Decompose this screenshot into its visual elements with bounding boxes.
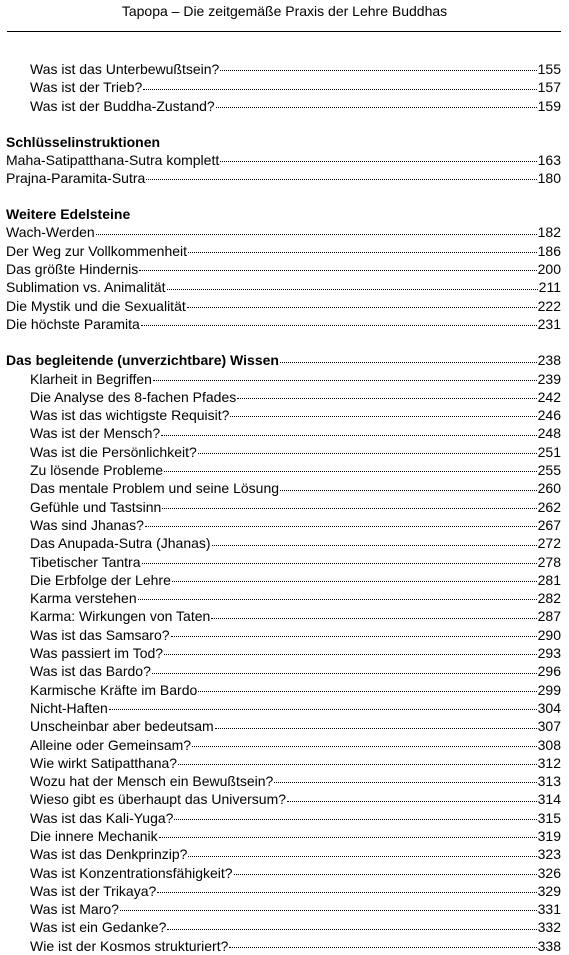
toc-entry[interactable] bbox=[6, 223, 561, 241]
toc-entry[interactable] bbox=[6, 97, 561, 115]
toc-entry[interactable] bbox=[6, 790, 561, 808]
entry-title: Karma verstehen bbox=[30, 590, 137, 607]
header-divider bbox=[7, 31, 561, 32]
entry-title: Prajna-Paramita-Sutra bbox=[6, 170, 146, 187]
dot-leader bbox=[164, 654, 537, 655]
toc-entry[interactable] bbox=[6, 169, 561, 187]
entry-title: Wieso gibt es überhaupt das Universum? bbox=[30, 791, 287, 808]
page-number: 282 bbox=[537, 590, 561, 607]
section-spacer bbox=[6, 333, 561, 351]
toc-entry[interactable] bbox=[6, 772, 561, 790]
dot-leader bbox=[198, 691, 536, 692]
toc-entry[interactable] bbox=[6, 297, 561, 315]
entry-title: Was ist die Persönlichkeit? bbox=[30, 443, 197, 460]
dot-leader bbox=[159, 837, 537, 838]
page-number: 281 bbox=[537, 571, 561, 588]
toc-entry[interactable] bbox=[6, 370, 561, 388]
toc-entry[interactable] bbox=[6, 864, 561, 882]
dot-leader bbox=[167, 289, 538, 290]
page-number: 260 bbox=[537, 480, 561, 497]
toc-section bbox=[6, 133, 561, 188]
page-number: 319 bbox=[537, 827, 561, 844]
toc-entry[interactable] bbox=[6, 443, 561, 461]
dot-leader bbox=[141, 325, 537, 326]
toc-entry[interactable] bbox=[6, 424, 561, 442]
entry-title: Was ist das Unterbewußtsein? bbox=[30, 61, 220, 77]
toc-entry[interactable] bbox=[6, 827, 561, 845]
table-of-contents bbox=[6, 60, 561, 955]
page-number: 238 bbox=[537, 352, 561, 369]
dot-leader bbox=[187, 307, 537, 308]
toc-entry[interactable] bbox=[6, 754, 561, 772]
page-number: 331 bbox=[537, 901, 561, 918]
entry-title: Zu lösende Probleme bbox=[30, 462, 164, 479]
page-number: 200 bbox=[537, 261, 561, 278]
page-number: 180 bbox=[537, 170, 561, 187]
dot-leader bbox=[280, 490, 537, 491]
entry-title: Alleine oder Gemeinsam? bbox=[30, 736, 192, 753]
entry-title: Wozu hat der Mensch ein Bewußtsein? bbox=[30, 773, 274, 790]
toc-entry[interactable] bbox=[6, 717, 561, 735]
toc-entry[interactable] bbox=[6, 516, 561, 534]
page-number: 262 bbox=[537, 498, 561, 515]
entry-title: Was ist das Kali-Yuga? bbox=[30, 809, 174, 826]
dot-leader bbox=[109, 709, 537, 710]
page-number: 290 bbox=[537, 626, 561, 643]
toc-entry[interactable] bbox=[6, 699, 561, 717]
dot-leader bbox=[174, 819, 536, 820]
dot-leader bbox=[157, 892, 536, 893]
page-number: 239 bbox=[537, 370, 561, 387]
dot-leader bbox=[198, 453, 537, 454]
dot-leader bbox=[230, 416, 536, 417]
toc-entry[interactable] bbox=[6, 461, 561, 479]
entry-title: Was ist ein Gedanke? bbox=[30, 919, 167, 936]
entry-title: Tibetischer Tantra bbox=[30, 553, 141, 570]
dot-leader bbox=[280, 362, 537, 363]
section-title: Weitere Edelsteine bbox=[6, 206, 131, 223]
page-number: 314 bbox=[537, 791, 561, 808]
entry-title: Die innere Mechanik bbox=[30, 827, 158, 844]
entry-title: Das Anupada-Sutra (Jhanas) bbox=[30, 535, 211, 552]
page-number: 251 bbox=[537, 443, 561, 460]
dot-leader bbox=[178, 764, 537, 765]
page-number: 329 bbox=[537, 882, 561, 899]
entry-title: Was ist das Samsaro? bbox=[30, 626, 170, 643]
toc-entry[interactable] bbox=[6, 918, 561, 936]
dot-leader bbox=[161, 435, 536, 436]
section-spacer bbox=[6, 187, 561, 205]
entry-title: Das mentale Problem und seine Lösung bbox=[30, 480, 280, 497]
toc-entry[interactable] bbox=[6, 644, 561, 662]
page-number: 308 bbox=[537, 736, 561, 753]
entry-title: Was ist der Trikaya? bbox=[30, 882, 157, 899]
dot-leader bbox=[172, 581, 537, 582]
dot-leader bbox=[145, 526, 537, 527]
dot-leader bbox=[188, 856, 536, 857]
toc-section bbox=[6, 351, 561, 955]
toc-entry[interactable] bbox=[6, 260, 561, 278]
entry-title: Die Analyse des 8-fachen Pfades bbox=[30, 388, 237, 405]
dot-leader bbox=[211, 618, 536, 619]
page-number: 315 bbox=[537, 809, 561, 826]
page-number: 248 bbox=[537, 425, 561, 442]
dot-leader bbox=[142, 563, 537, 564]
toc-entry[interactable] bbox=[6, 882, 561, 900]
toc-section bbox=[6, 60, 561, 115]
toc-entry[interactable] bbox=[6, 662, 561, 680]
entry-title: Was ist der Mensch? bbox=[30, 425, 161, 442]
toc-entry[interactable] bbox=[6, 498, 561, 516]
toc-entry[interactable] bbox=[6, 534, 561, 552]
dot-leader bbox=[274, 782, 536, 783]
dot-leader bbox=[146, 179, 536, 180]
page-number: 157 bbox=[537, 79, 561, 96]
entry-title: Wach-Werden bbox=[6, 224, 95, 241]
page-number: 299 bbox=[537, 681, 561, 698]
toc-entry[interactable] bbox=[6, 937, 561, 955]
toc-entry[interactable] bbox=[6, 242, 561, 260]
dot-leader bbox=[287, 801, 537, 802]
entry-title: Wie ist der Kosmos strukturiert? bbox=[30, 937, 229, 954]
toc-entry[interactable] bbox=[6, 406, 561, 424]
page-number: 323 bbox=[537, 846, 561, 863]
entry-title: Karma: Wirkungen von Taten bbox=[30, 608, 211, 625]
dot-leader bbox=[220, 161, 536, 162]
dot-leader bbox=[188, 252, 537, 253]
page-number: 231 bbox=[537, 315, 561, 332]
section-title: Schlüsselinstruktionen bbox=[6, 133, 161, 150]
toc-entry[interactable] bbox=[6, 736, 561, 754]
dot-leader bbox=[216, 107, 537, 108]
entry-title: Was ist das Denkprinzip? bbox=[30, 846, 188, 863]
entry-title: Was ist Konzentrationsfähigkeit? bbox=[30, 864, 233, 881]
page-number: 312 bbox=[537, 754, 561, 771]
toc-entry[interactable] bbox=[6, 278, 561, 296]
dot-leader bbox=[167, 929, 536, 930]
page-number: 332 bbox=[537, 919, 561, 936]
page-number: 293 bbox=[537, 645, 561, 662]
toc-entry[interactable] bbox=[6, 315, 561, 333]
toc-entry[interactable] bbox=[6, 60, 561, 78]
entry-title: Der Weg zur Vollkommenheit bbox=[6, 242, 188, 259]
toc-entry[interactable] bbox=[6, 845, 561, 863]
entry-title: Sublimation vs. Animalität bbox=[6, 279, 166, 296]
entry-title: Was sind Jhanas? bbox=[30, 516, 144, 533]
toc-entry[interactable] bbox=[6, 809, 561, 827]
toc-entry[interactable] bbox=[6, 589, 561, 607]
entry-title: Was ist Maro? bbox=[30, 901, 119, 918]
entry-title: Die höchste Paramita bbox=[6, 315, 140, 332]
page-number: 267 bbox=[537, 516, 561, 533]
page-number: 159 bbox=[537, 97, 561, 114]
entry-title: Was passiert im Tod? bbox=[30, 645, 164, 662]
dot-leader bbox=[96, 234, 537, 235]
entry-title: Das größte Hindernis bbox=[6, 261, 139, 278]
dot-leader bbox=[192, 746, 537, 747]
dot-leader bbox=[164, 471, 537, 472]
dot-leader bbox=[139, 270, 536, 271]
dot-leader bbox=[220, 70, 536, 71]
page-number: 155 bbox=[537, 61, 561, 77]
entry-title: Wie wirkt Satipatthana? bbox=[30, 754, 178, 771]
page-number: 296 bbox=[537, 663, 561, 680]
page-number: 304 bbox=[537, 699, 561, 716]
entry-title: Die Mystik und die Sexualität bbox=[6, 297, 186, 314]
page-number: 326 bbox=[537, 864, 561, 881]
entry-title: Was ist das wichtigste Requisit? bbox=[30, 407, 230, 424]
toc-entry[interactable] bbox=[6, 607, 561, 625]
dot-leader bbox=[234, 874, 537, 875]
page-number: 222 bbox=[537, 297, 561, 314]
dot-leader bbox=[162, 508, 536, 509]
page-header-title: Tapopa – Die zeitgemäße Praxis der Lehre Buddhas bbox=[121, 3, 448, 19]
page-number: 338 bbox=[537, 937, 561, 954]
page-number: 272 bbox=[537, 535, 561, 552]
dot-leader bbox=[212, 545, 537, 546]
dot-leader bbox=[138, 599, 537, 600]
dot-leader bbox=[120, 910, 537, 911]
page-number: 307 bbox=[537, 718, 561, 735]
entry-title: Die Erbfolge der Lehre bbox=[30, 571, 171, 588]
dot-leader bbox=[229, 947, 536, 948]
page-number: 186 bbox=[537, 242, 561, 259]
page-number: 246 bbox=[537, 407, 561, 424]
page-number: 255 bbox=[537, 462, 561, 479]
entry-title: Karmische Kräfte im Bardo bbox=[30, 681, 198, 698]
page-number: 287 bbox=[537, 608, 561, 625]
toc-entry[interactable] bbox=[6, 78, 561, 96]
toc-section bbox=[6, 205, 561, 333]
toc-entry[interactable] bbox=[6, 626, 561, 644]
toc-entry[interactable] bbox=[6, 151, 561, 169]
dot-leader bbox=[215, 728, 537, 729]
dot-leader bbox=[153, 380, 537, 381]
toc-entry[interactable] bbox=[6, 479, 561, 497]
entry-title: Klarheit in Begriffen bbox=[30, 370, 152, 387]
dot-leader bbox=[171, 636, 537, 637]
toc-entry[interactable] bbox=[6, 553, 561, 571]
entry-title: Was ist der Buddha-Zustand? bbox=[30, 97, 215, 114]
entry-title: Unscheinbar aber bedeutsam bbox=[30, 718, 214, 735]
toc-section-heading[interactable] bbox=[6, 351, 561, 369]
entry-title: Was ist der Trieb? bbox=[30, 79, 143, 96]
dot-leader bbox=[143, 89, 536, 90]
entry-title: Nicht-Haften bbox=[30, 699, 108, 716]
dot-leader bbox=[152, 673, 537, 674]
entry-title: Maha-Satipatthana-Sutra komplett bbox=[6, 151, 220, 168]
dot-leader bbox=[237, 398, 536, 399]
toc-entry[interactable] bbox=[6, 681, 561, 699]
page-number: 278 bbox=[537, 553, 561, 570]
page-number: 163 bbox=[537, 151, 561, 168]
page-number: 313 bbox=[537, 773, 561, 790]
section-title: Das begleitende (unverzichtbare) Wissen bbox=[6, 352, 279, 369]
page-number: 182 bbox=[537, 224, 561, 241]
entry-title: Gefühle und Tastsinn bbox=[30, 498, 162, 515]
toc-entry[interactable] bbox=[6, 900, 561, 918]
page-number: 211 bbox=[538, 279, 561, 296]
toc-entry[interactable] bbox=[6, 388, 561, 406]
entry-title: Was ist das Bardo? bbox=[30, 663, 151, 680]
section-spacer bbox=[6, 115, 561, 133]
page-number: 242 bbox=[537, 388, 561, 405]
toc-entry[interactable] bbox=[6, 571, 561, 589]
